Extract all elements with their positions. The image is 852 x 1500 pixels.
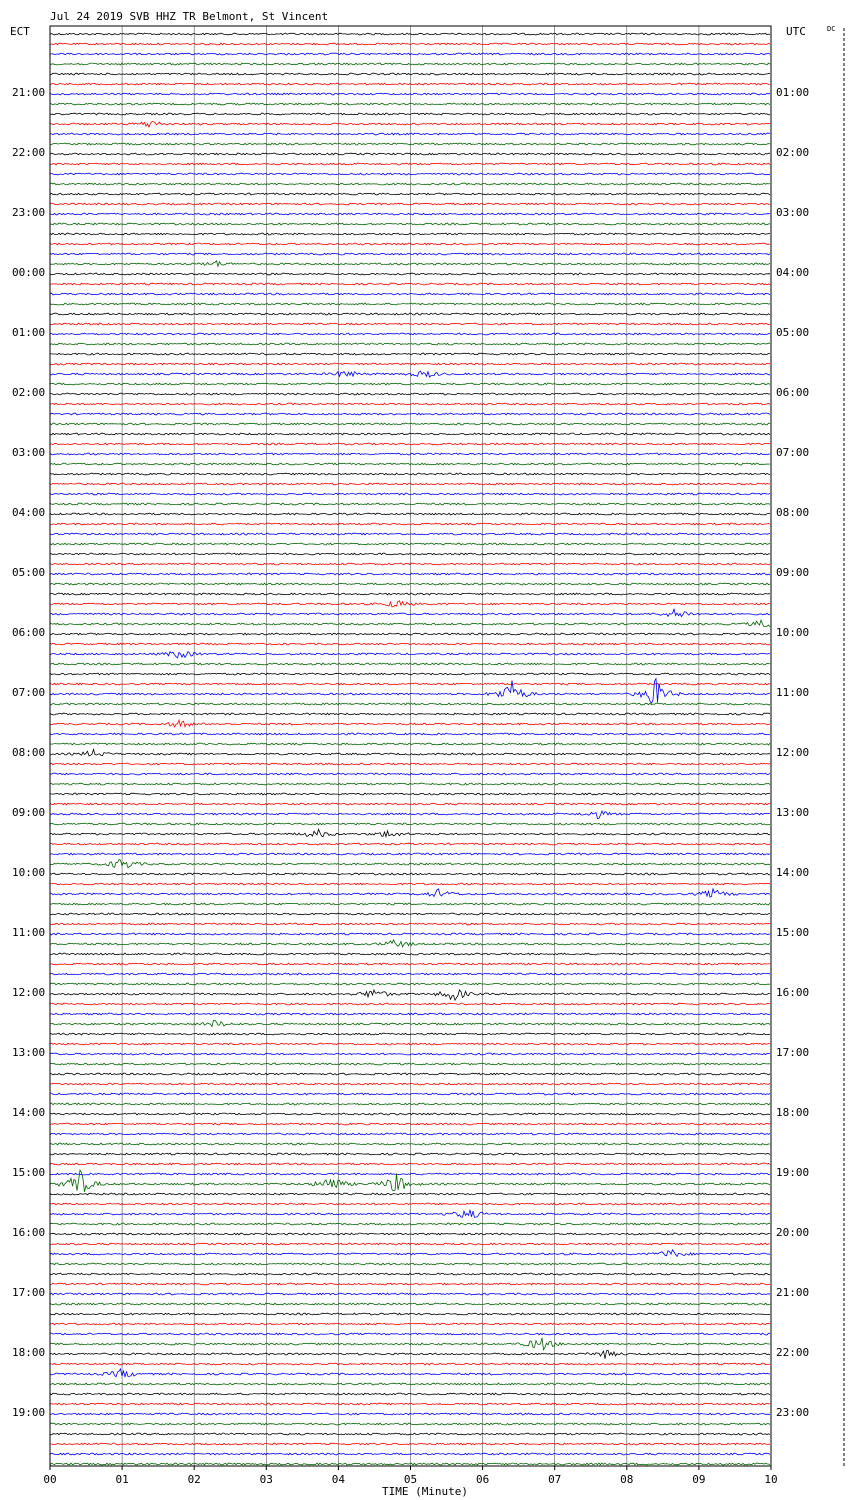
trace-line-63 — [50, 663, 770, 665]
trace-line-130 — [50, 1333, 770, 1335]
trace-line-61 — [50, 643, 770, 645]
right-hour-label: 20:00 — [776, 1226, 810, 1239]
trace-line-78 — [50, 811, 770, 819]
trace-line-89 — [50, 923, 770, 925]
trace-line-134 — [50, 1369, 770, 1377]
trace-line-92 — [50, 953, 770, 955]
trace-line-127 — [50, 1303, 770, 1305]
trace-line-87 — [50, 903, 770, 905]
right-hour-label: 11:00 — [776, 686, 810, 699]
left-hour-label: 05:00 — [12, 566, 46, 579]
trace-line-83 — [50, 860, 770, 868]
trace-line-72 — [50, 749, 770, 756]
trace-line-64 — [50, 673, 770, 675]
trace-line-22 — [50, 253, 770, 255]
left-hour-label: 10:00 — [12, 866, 46, 879]
left-hour-label: 02:00 — [12, 386, 46, 399]
left-hour-label: 18:00 — [12, 1346, 46, 1359]
trace-line-53 — [50, 563, 770, 565]
trace-line-104 — [50, 1073, 770, 1075]
trace-line-116 — [50, 1193, 770, 1195]
x-axis-label: TIME (Minute) — [381, 1485, 469, 1498]
left-hour-label: 21:00 — [12, 86, 46, 99]
trace-line-46 — [50, 493, 770, 495]
trace-line-48 — [50, 513, 770, 515]
trace-line-120 — [50, 1233, 770, 1235]
trace-line-3 — [50, 63, 770, 65]
right-hour-label: 08:00 — [776, 506, 810, 519]
left-hour-label: 06:00 — [12, 626, 46, 639]
right-axis-label: UTC — [786, 25, 806, 38]
trace-line-129 — [50, 1323, 770, 1325]
trace-line-43 — [50, 463, 770, 465]
right-hour-label: 23:00 — [776, 1406, 810, 1419]
trace-line-37 — [50, 403, 770, 405]
right-hour-label: 03:00 — [776, 206, 810, 219]
trace-line-94 — [50, 973, 770, 975]
trace-line-128 — [50, 1313, 770, 1315]
trace-line-75 — [50, 783, 770, 785]
trace-line-6 — [50, 93, 770, 95]
trace-line-132 — [50, 1350, 770, 1358]
trace-line-124 — [50, 1273, 770, 1275]
trace-line-69 — [50, 720, 770, 727]
trace-line-103 — [50, 1063, 770, 1065]
x-tick-label: 05 — [403, 1473, 418, 1486]
right-hour-label: 06:00 — [776, 386, 810, 399]
trace-line-34 — [50, 371, 770, 377]
trace-line-91 — [50, 940, 770, 947]
trace-line-81 — [50, 843, 770, 845]
trace-line-119 — [50, 1223, 770, 1225]
trace-line-117 — [50, 1203, 770, 1205]
x-tick-labels — [43, 1466, 777, 1486]
right-hour-label: 16:00 — [776, 986, 810, 999]
trace-line-97 — [50, 1003, 770, 1005]
left-hour-label: 12:00 — [12, 986, 46, 999]
trace-line-121 — [50, 1243, 770, 1245]
trace-line-28 — [50, 313, 770, 315]
x-tick-label: 02 — [187, 1473, 201, 1486]
right-hour-label: 21:00 — [776, 1286, 810, 1299]
trace-line-105 — [50, 1083, 770, 1085]
trace-line-15 — [50, 183, 770, 185]
trace-line-20 — [50, 233, 770, 235]
trace-line-141 — [50, 1443, 770, 1445]
x-tick-label: 04 — [331, 1473, 346, 1486]
trace-line-126 — [50, 1293, 770, 1295]
trace-line-96 — [50, 990, 770, 1000]
x-tick-label: 06 — [475, 1473, 490, 1486]
trace-line-55 — [50, 583, 770, 585]
trace-line-35 — [50, 383, 770, 385]
x-tick-label: 00 — [43, 1473, 57, 1486]
trace-line-122 — [50, 1250, 770, 1257]
trace-line-102 — [50, 1053, 770, 1055]
left-hour-label: 04:00 — [12, 506, 46, 519]
left-hour-label: 09:00 — [12, 806, 46, 819]
trace-line-12 — [50, 153, 770, 155]
right-hour-label: 05:00 — [776, 326, 810, 339]
right-hour-label: 15:00 — [776, 926, 810, 939]
trace-line-86 — [50, 889, 770, 897]
trace-line-110 — [50, 1133, 770, 1135]
trace-line-14 — [50, 173, 770, 175]
trace-line-101 — [50, 1043, 770, 1045]
trace-line-36 — [50, 393, 770, 395]
left-hour-label: 13:00 — [12, 1046, 46, 1059]
left-hour-label: 22:00 — [12, 146, 46, 159]
trace-line-66 — [50, 679, 770, 704]
minute-grid — [122, 26, 699, 1466]
left-hour-label: 17:00 — [12, 1286, 46, 1299]
trace-line-44 — [50, 473, 770, 475]
trace-line-57 — [50, 601, 770, 607]
right-hour-label: 14:00 — [776, 866, 810, 879]
trace-line-95 — [50, 983, 770, 985]
trace-line-60 — [50, 633, 770, 635]
trace-line-23 — [50, 261, 770, 267]
trace-line-31 — [50, 343, 770, 345]
trace-line-17 — [50, 203, 770, 205]
trace-line-18 — [50, 213, 770, 215]
trace-line-85 — [50, 883, 770, 885]
trace-line-73 — [50, 763, 770, 765]
trace-line-29 — [50, 323, 770, 325]
right-hour-label: 02:00 — [776, 146, 810, 159]
trace-line-0 — [50, 33, 770, 35]
trace-line-125 — [50, 1283, 770, 1285]
trace-line-113 — [50, 1163, 770, 1165]
left-hour-label: 01:00 — [12, 326, 46, 339]
trace-line-139 — [50, 1423, 770, 1425]
trace-line-21 — [50, 243, 770, 245]
trace-line-93 — [50, 963, 770, 965]
x-tick-label: 09 — [692, 1473, 706, 1486]
trace-line-108 — [50, 1113, 770, 1115]
right-hour-label: 09:00 — [776, 566, 810, 579]
trace-line-79 — [50, 823, 770, 825]
trace-line-137 — [50, 1403, 770, 1405]
trace-line-143 — [50, 1463, 770, 1465]
trace-line-59 — [50, 620, 770, 627]
x-tick-label: 10 — [764, 1473, 778, 1486]
chart-title: Jul 24 2019 SVB HHZ TR Belmont, St Vincent — [50, 10, 329, 23]
trace-line-45 — [50, 483, 770, 485]
right-hour-label: 22:00 — [776, 1346, 810, 1359]
trace-line-131 — [50, 1338, 770, 1350]
trace-line-40 — [50, 433, 770, 435]
right-hour-label: 19:00 — [776, 1166, 810, 1179]
left-hour-label: 15:00 — [12, 1166, 46, 1179]
right-hour-label: 18:00 — [776, 1106, 810, 1119]
trace-line-80 — [50, 829, 770, 837]
trace-line-133 — [50, 1363, 770, 1365]
trace-line-109 — [50, 1123, 770, 1125]
trace-line-7 — [50, 103, 770, 105]
trace-line-107 — [50, 1103, 770, 1105]
x-tick-label: 07 — [548, 1473, 562, 1486]
trace-line-123 — [50, 1263, 770, 1265]
left-hour-label: 14:00 — [12, 1106, 46, 1119]
left-hour-label: 08:00 — [12, 746, 46, 759]
trace-line-49 — [50, 523, 770, 525]
trace-line-90 — [50, 933, 770, 935]
trace-line-135 — [50, 1383, 770, 1385]
dc-label: DC — [827, 25, 836, 33]
trace-line-11 — [50, 143, 770, 145]
trace-line-30 — [50, 333, 770, 335]
trace-line-51 — [50, 543, 770, 545]
trace-line-26 — [50, 293, 770, 295]
trace-line-33 — [50, 363, 770, 365]
trace-line-100 — [50, 1033, 770, 1035]
trace-line-38 — [50, 413, 770, 415]
trace-line-142 — [50, 1453, 770, 1455]
right-hour-labels — [776, 86, 809, 1419]
x-tick-label: 03 — [259, 1473, 273, 1486]
left-axis-label: ECT — [10, 25, 30, 38]
right-hour-label: 10:00 — [776, 626, 810, 639]
trace-line-140 — [50, 1433, 770, 1435]
trace-line-82 — [50, 853, 770, 855]
trace-line-2 — [50, 53, 770, 55]
x-tick-label: 01 — [115, 1473, 129, 1486]
left-hour-label: 23:00 — [12, 206, 46, 219]
left-hour-label: 19:00 — [12, 1406, 46, 1419]
trace-line-25 — [50, 283, 770, 285]
left-hour-label: 03:00 — [12, 446, 46, 459]
trace-line-74 — [50, 773, 770, 775]
trace-line-98 — [50, 1013, 770, 1015]
trace-line-88 — [50, 913, 770, 915]
left-hour-label: 16:00 — [12, 1226, 46, 1239]
trace-group — [50, 33, 770, 1465]
left-hour-label: 11:00 — [12, 926, 46, 939]
trace-line-24 — [50, 273, 770, 275]
trace-line-99 — [50, 1020, 770, 1026]
trace-line-32 — [50, 353, 770, 355]
trace-line-10 — [50, 133, 770, 135]
trace-line-68 — [50, 713, 770, 715]
trace-line-118 — [50, 1210, 770, 1218]
trace-line-114 — [50, 1173, 770, 1175]
trace-line-13 — [50, 163, 770, 165]
trace-line-70 — [50, 733, 770, 735]
trace-line-111 — [50, 1143, 770, 1145]
trace-line-8 — [50, 113, 770, 115]
trace-line-65 — [50, 683, 770, 685]
left-hour-label: 00:00 — [12, 266, 46, 279]
trace-line-84 — [50, 873, 770, 875]
trace-line-42 — [50, 453, 770, 455]
trace-line-138 — [50, 1413, 770, 1415]
trace-line-16 — [50, 193, 770, 195]
trace-line-50 — [50, 533, 770, 535]
trace-line-41 — [50, 443, 770, 445]
trace-line-76 — [50, 793, 770, 795]
right-hour-label: 12:00 — [776, 746, 810, 759]
trace-line-56 — [50, 593, 770, 595]
trace-line-1 — [50, 43, 770, 45]
trace-line-4 — [50, 73, 770, 75]
trace-line-58 — [50, 609, 770, 616]
trace-line-39 — [50, 423, 770, 425]
trace-line-112 — [50, 1153, 770, 1155]
left-hour-label: 07:00 — [12, 686, 46, 699]
trace-line-67 — [50, 703, 770, 705]
right-hour-label: 04:00 — [776, 266, 810, 279]
trace-line-62 — [50, 652, 770, 658]
trace-line-136 — [50, 1393, 770, 1395]
trace-line-27 — [50, 303, 770, 305]
trace-line-9 — [50, 122, 770, 127]
trace-line-19 — [50, 223, 770, 225]
trace-line-54 — [50, 573, 770, 575]
trace-line-52 — [50, 553, 770, 555]
right-hour-label: 17:00 — [776, 1046, 810, 1059]
trace-line-106 — [50, 1093, 770, 1095]
x-tick-label: 08 — [620, 1473, 634, 1486]
trace-line-71 — [50, 743, 770, 745]
trace-line-77 — [50, 803, 770, 805]
trace-line-47 — [50, 503, 770, 505]
right-hour-label: 13:00 — [776, 806, 810, 819]
right-hour-label: 01:00 — [776, 86, 810, 99]
trace-line-5 — [50, 83, 770, 85]
left-hour-labels — [12, 86, 45, 1419]
right-hour-label: 07:00 — [776, 446, 810, 459]
